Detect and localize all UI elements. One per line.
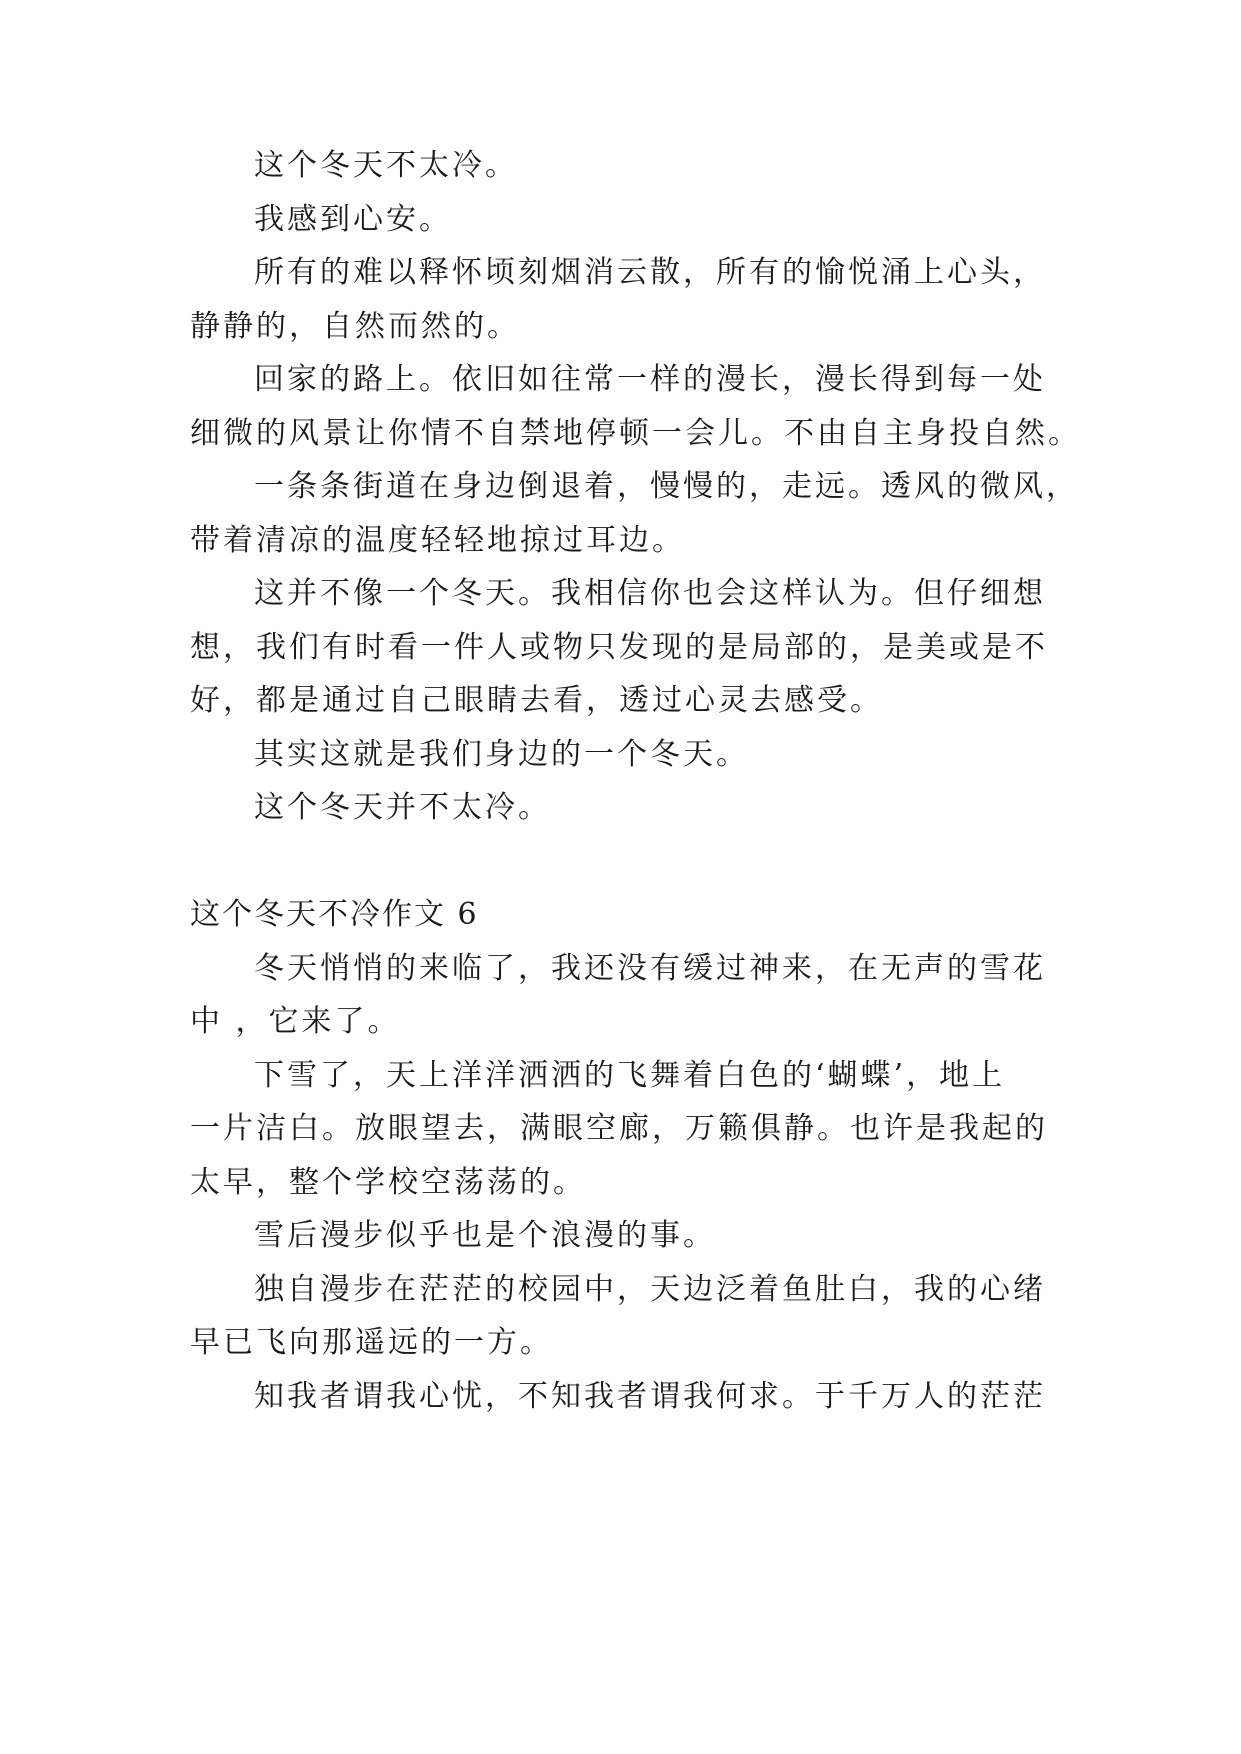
paragraph-line: 下雪了，天上洋洋洒洒的飞舞着白色的‘蝴蝶’，地上 xyxy=(254,1058,1006,1093)
paragraph-line: 早已飞向那遥远的一方。 xyxy=(190,1325,553,1360)
paragraph-line: 好，都是通过自己眼睛去看，透过心灵去感受。 xyxy=(190,683,883,718)
paragraph-line: 这并不像一个冬天。我相信你也会这样认为。但仔细想 xyxy=(254,576,1046,611)
paragraph-line: 回家的路上。依旧如往常一样的漫长，漫长得到每一处 xyxy=(254,362,1046,397)
paragraph-line: 独自漫步在茫茫的校园中，天边泛着鱼肚白，我的心绪 xyxy=(254,1272,1046,1307)
paragraph-line: 一片洁白。放眼望去，满眼空廊，万籁俱静。也许是我起的 xyxy=(190,1111,1048,1146)
paragraph-line: 中 ，它来了。 xyxy=(190,1004,401,1039)
paragraph-line: 这个冬天并不太冷。 xyxy=(254,790,551,825)
paragraph-line: 带着清凉的温度轻轻地掠过耳边。 xyxy=(190,523,685,558)
paragraph-line: 细微的风景让你情不自禁地停顿一会儿。不由自主身投自然。 xyxy=(190,416,1081,451)
paragraph-line: 这个冬天不太冷。 xyxy=(254,148,518,183)
paragraph-line: 一条条街道在身边倒退着，慢慢的，走远。透风的微风， xyxy=(254,469,1079,504)
paragraph-line: 雪后漫步似乎也是个浪漫的事。 xyxy=(254,1218,716,1253)
paragraph-line: 想，我们有时看一件人或物只发现的是局部的，是美或是不 xyxy=(190,630,1048,665)
paragraph-line: 所有的难以释怀顷刻烟消云散，所有的愉悦涌上心头， xyxy=(254,255,1046,290)
paragraph-line: 知我者谓我心忧，不知我者谓我何求。于千万人的茫茫 xyxy=(254,1379,1046,1414)
paragraph-line: 静静的，自然而然的。 xyxy=(190,309,520,344)
document-page xyxy=(190,0,1081,1754)
section-heading: 这个冬天不冷作文 6 xyxy=(190,897,479,932)
paragraph-line: 我感到心安。 xyxy=(254,202,452,237)
paragraph-line: 其实这就是我们身边的一个冬天。 xyxy=(254,737,749,772)
paragraph-line: 太早，整个学校空荡荡的。 xyxy=(190,1165,586,1200)
paragraph-line: 冬天悄悄的来临了，我还没有缓过神来，在无声的雪花 xyxy=(254,951,1046,986)
